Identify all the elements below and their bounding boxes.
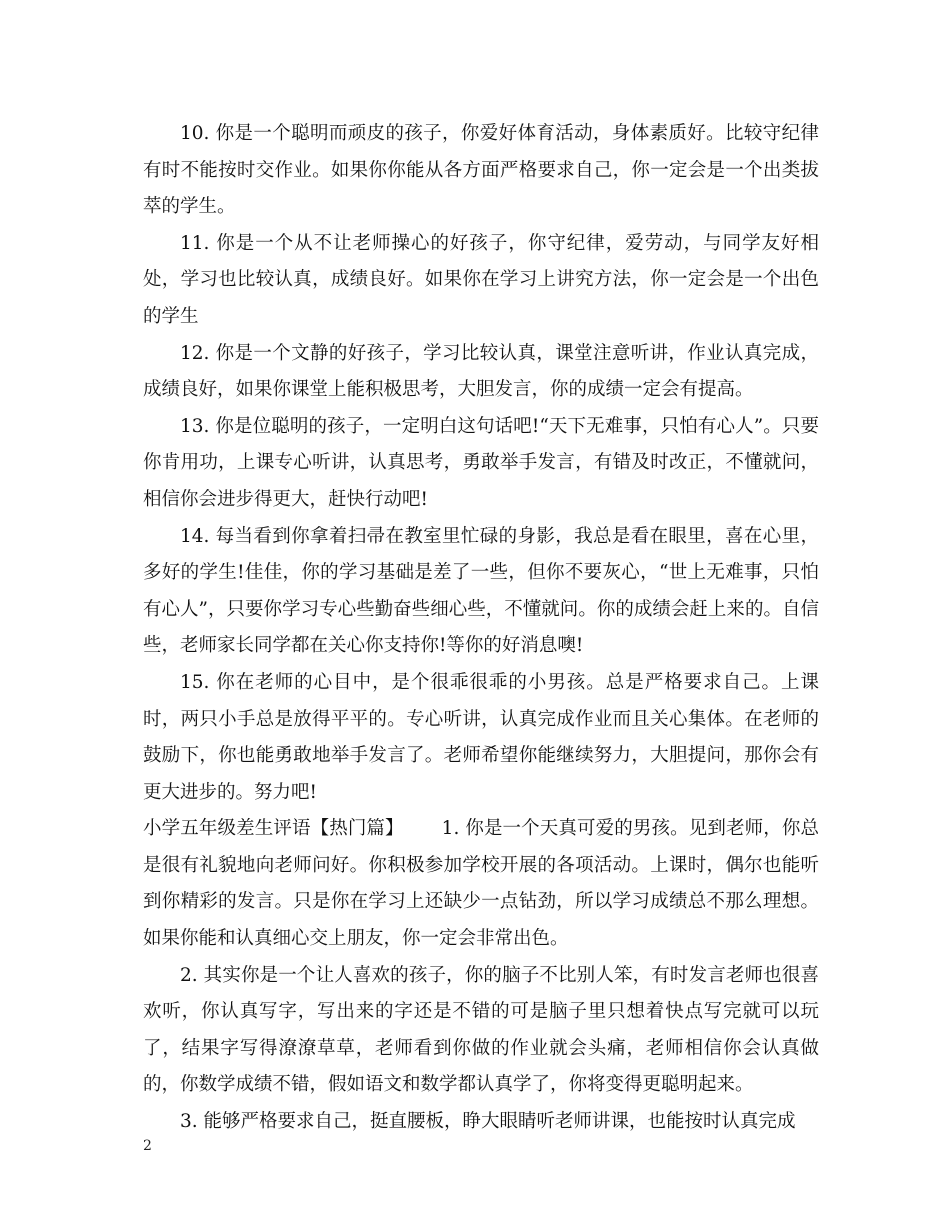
- section-heading: 小学五年级差生评语【热门篇】: [143, 818, 404, 840]
- comment-paragraph-10: 10. 你是一个聪明而顽皮的孩子，你爱好体育活动，身体素质好。比较守纪律有时不能按时交作业。如果你你能从各方面严格要求自己，你一定会是一个出类拔萃的学生。: [143, 123, 819, 218]
- comment-paragraph-15: 15. 你在老师的心目中，是个很乖很乖的小男孩。总是严格要求自己。上课时，两只小手总是放得平平的。专心听讲，认真完成作业而且关心集体。在老师的鼓励下，你也能勇敢地举手发言了。老师希望你能继续努力，大胆提问，那你会有更大进步的。努力吧!: [143, 671, 819, 803]
- comment-paragraph-13: 13. 你是位聪明的孩子，一定明白这句话吧!“天下无难事，只怕有心人”。只要你肯用功，上课专心听讲，认真思考，勇敢举手发言，有错及时改正，不懂就问，相信你会进步得更大，赶快行动吧!: [143, 415, 819, 510]
- comment-paragraph-2: 2. 其实你是一个让人喜欢的孩子，你的脑子不比别人笨，有时发言老师也很喜欢听，你认真写字，写出来的字还是不错的可是脑子里只想着快点写完就可以玩了，结果字写得潦潦草草，老师看到你做的作业就会头痛，老师相信你会认真做的，你数学成绩不错，假如语文和数学都认真学了，你将变得更聪明起来。: [143, 964, 819, 1096]
- comment-paragraph-1: 1. 你是一个天真可爱的男孩。见到老师，你总是很有礼貌地向老师问好。你积极参加学校开展的各项活动。上课时，偶尔也能听到你精彩的发言。只是你在学习上还缺少一点钻劲，所以学习成绩总不那么理想。如果你能和认真细心交上朋友，你一定会非常出色。: [143, 818, 819, 950]
- comment-paragraph-12: 12. 你是一个文静的好孩子，学习比较认真，课堂注意听讲，作业认真完成，成绩良好，如果你课堂上能积极思考，大胆发言，你的成绩一定会有提高。: [143, 342, 819, 401]
- comment-paragraph-11: 11. 你是一个从不让老师操心的好孩子，你守纪律，爱劳动，与同学友好相处，学习也比较认真，成绩良好。如果你在学习上讲究方法，你一定会是一个出色的学生: [143, 232, 819, 327]
- section-paragraph: [143, 811, 819, 957]
- document-body: [143, 116, 819, 1141]
- page-number: 2: [143, 1138, 152, 1154]
- comment-paragraph-3: 3. 能够严格要求自己，挺直腰板，睁大眼睛听老师讲课，也能按时认真完成: [180, 1111, 796, 1133]
- comment-paragraph-14: 14. 每当看到你拿着扫帚在教室里忙碌的身影，我总是看在眼里，喜在心里，多好的学生!佳佳，你的学习基础是差了一些，但你不要灰心，“世上无难事，只怕有心人”，只要你学习专心些勤奋些细心些，不懂就问。你的成绩会赶上来的。自信些，老师家长同学都在关心你支持你!等你的好消息噢!: [143, 525, 819, 657]
